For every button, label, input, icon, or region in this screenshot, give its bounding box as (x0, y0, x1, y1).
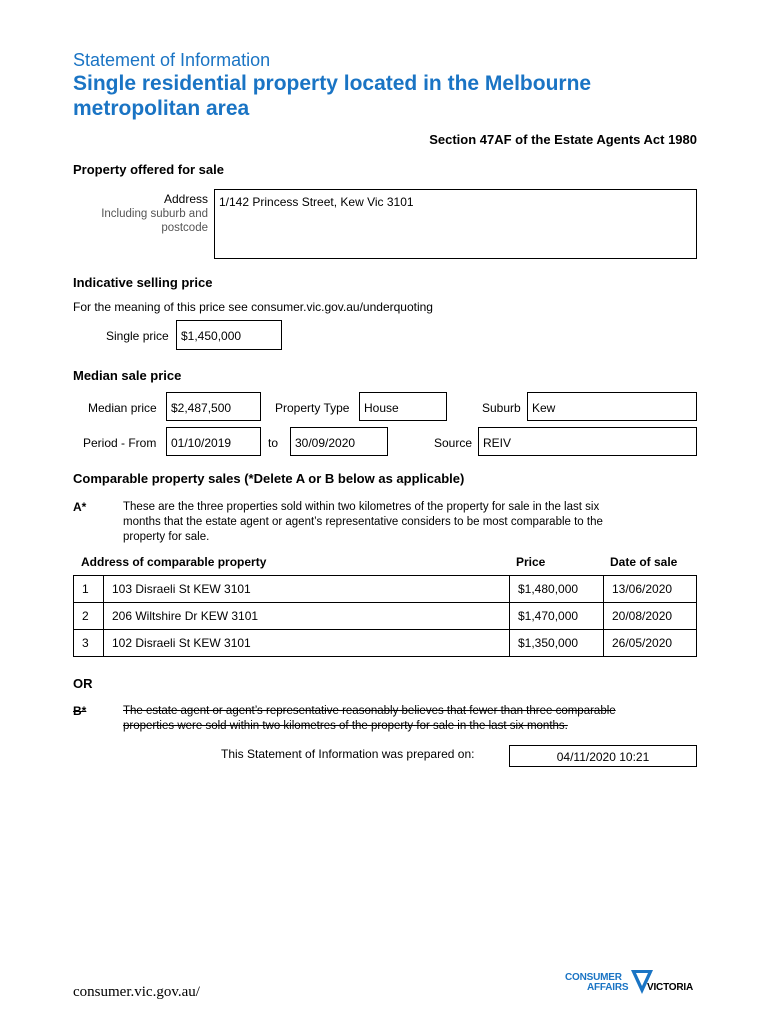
option-a-text (123, 500, 603, 545)
property-heading: Property offered for sale (73, 162, 224, 177)
period-to-field[interactable]: 30/09/2020 (290, 427, 388, 456)
median-price-label: Median price (88, 401, 157, 415)
row-date[interactable]: 26/05/2020 (604, 630, 697, 657)
logo-line-1: CONSUMER (565, 972, 622, 983)
period-from-field[interactable]: 01/10/2019 (166, 427, 261, 456)
address-hint-line-1: Including suburb and (101, 208, 208, 220)
or-label: OR (73, 676, 93, 691)
option-b-text (123, 704, 616, 734)
act-reference: Section 47AF of the Estate Agents Act 1980 (429, 132, 697, 147)
option-a-marker: A* (73, 500, 87, 514)
consumer-affairs-victoria-logo (565, 966, 705, 1002)
option-b-line-2: properties were sold within two kilometres of the property for sale in the last six months. (123, 720, 568, 732)
option-a-line-1: These are the three properties sold within two kilometres of the property for sale in the last six (123, 501, 600, 513)
row-price[interactable]: $1,350,000 (510, 630, 604, 657)
suburb-label: Suburb (482, 401, 521, 415)
indicative-note: For the meaning of this price see consumer.vic.gov.au/underquoting (73, 300, 433, 314)
logo-line-3: VICTORIA (647, 982, 693, 993)
row-number: 2 (74, 603, 104, 630)
title-line-2: metropolitan area (73, 97, 250, 120)
address-hint-line-2: postcode (161, 222, 208, 234)
prepared-label: This Statement of Information was prepared on: (221, 747, 475, 761)
table-row (74, 576, 697, 603)
document-title (73, 71, 591, 121)
option-b-marker: B* (73, 704, 87, 718)
suburb-field[interactable]: Kew (527, 392, 697, 421)
table-row (74, 630, 697, 657)
row-price[interactable]: $1,480,000 (510, 576, 604, 603)
col-header-address: Address of comparable property (81, 555, 267, 569)
comparable-sales-table (73, 575, 697, 657)
source-field[interactable]: REIV (478, 427, 697, 456)
row-address[interactable]: 206 Wiltshire Dr KEW 3101 (104, 603, 510, 630)
median-heading: Median sale price (73, 368, 182, 383)
row-date[interactable]: 13/06/2020 (604, 576, 697, 603)
row-address[interactable]: 103 Disraeli St KEW 3101 (104, 576, 510, 603)
source-label: Source (434, 436, 473, 450)
title-line-1: Single residential property located in the Melbourne (73, 72, 592, 95)
prepared-date-field[interactable]: 04/11/2020 10:21 (509, 745, 697, 767)
row-date[interactable]: 20/08/2020 (604, 603, 697, 630)
row-address[interactable]: 102 Disraeli St KEW 3101 (104, 630, 510, 657)
row-price[interactable]: $1,470,000 (510, 603, 604, 630)
option-a-line-3: property for sale. (123, 531, 210, 543)
row-number: 1 (74, 576, 104, 603)
period-from-label: Period - From (83, 436, 157, 450)
col-header-date: Date of sale (610, 555, 678, 569)
address-hint (101, 207, 208, 235)
logo-line-2: AFFAIRS (587, 982, 629, 993)
row-number: 3 (74, 630, 104, 657)
address-field[interactable]: 1/142 Princess Street, Kew Vic 3101 (214, 189, 697, 259)
median-price-field[interactable]: $2,487,500 (166, 392, 261, 421)
period-to-label: to (268, 436, 279, 450)
footer-url[interactable]: consumer.vic.gov.au/ (73, 984, 200, 1000)
single-price-field[interactable]: $1,450,000 (176, 320, 282, 350)
indicative-heading: Indicative selling price (73, 275, 213, 290)
property-type-field[interactable]: House (359, 392, 447, 421)
single-price-label: Single price (106, 329, 169, 343)
col-header-price: Price (516, 555, 546, 569)
property-type-label: Property Type (275, 401, 350, 415)
option-a-line-2: months that the estate agent or agent’s representative considers to be most comparable to the (123, 516, 603, 528)
document-subtitle: Statement of Information (73, 50, 271, 70)
option-b-line-1: The estate agent or agent’s representative reasonably believes that fewer than three comparable (123, 705, 616, 717)
address-label: Address (163, 192, 208, 206)
comparable-heading: Comparable property sales (*Delete A or B below as applicable) (73, 471, 465, 486)
table-row (74, 603, 697, 630)
